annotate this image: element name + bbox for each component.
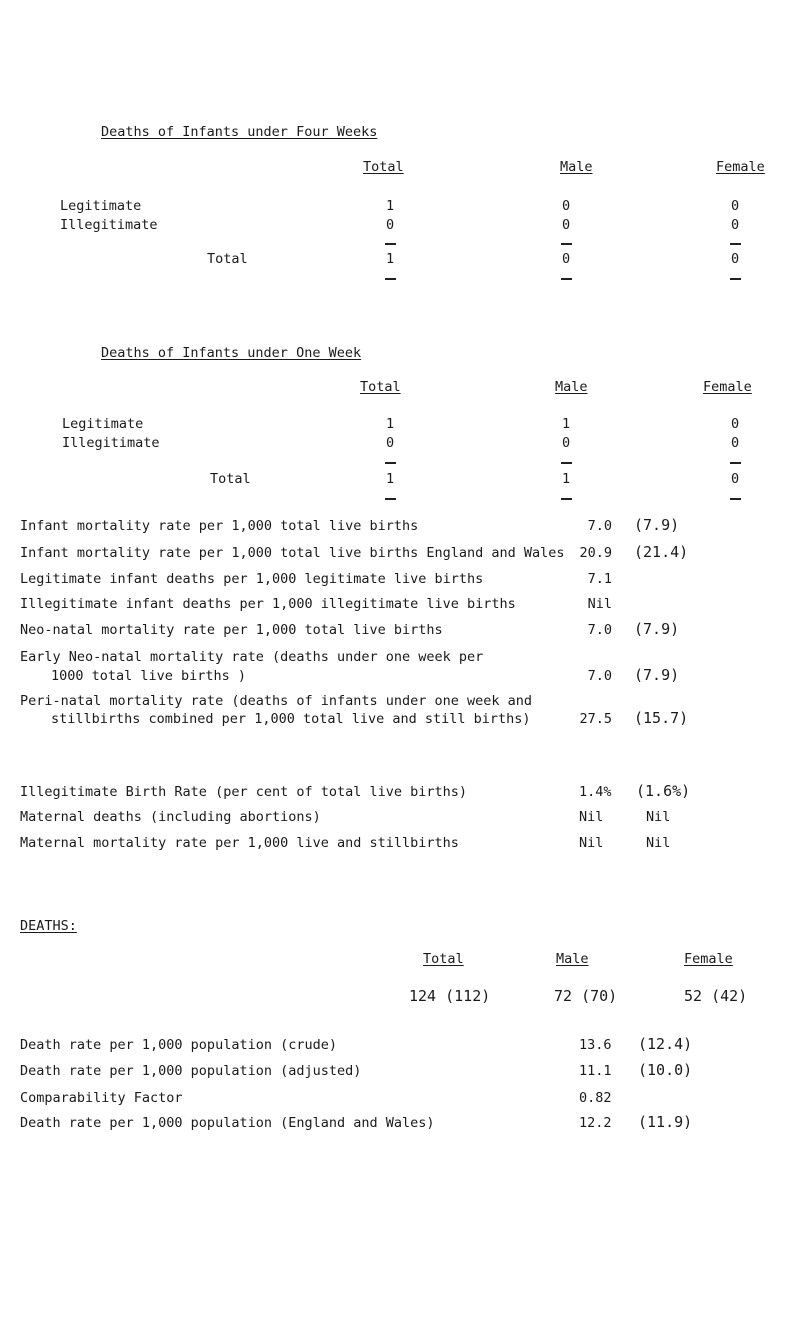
rate-label: Neo-natal mortality rate per 1,000 total live births: [20, 622, 443, 638]
four-weeks-header-total: Total: [363, 159, 404, 175]
rate-value: Nil: [587, 596, 612, 612]
one-week-cell: 1: [386, 416, 395, 432]
one-week-header-male: Male: [555, 379, 588, 395]
other-rate-comparison: Nil: [646, 809, 671, 825]
deaths-header-total: Total: [423, 951, 464, 967]
death-rate-value: 11.1: [579, 1063, 612, 1079]
four-weeks-row-label: Illegitimate: [60, 217, 158, 233]
death-rate-label: Death rate per 1,000 population (crude): [20, 1037, 337, 1053]
one-week-header-total: Total: [360, 379, 401, 395]
other-rate-comparison: (1.6%): [636, 782, 691, 800]
rate-value: 7.1: [587, 571, 612, 587]
one-week-total-label: Total: [210, 471, 251, 487]
death-rate-value: 0.82: [579, 1090, 612, 1106]
one-week-cell: 0: [386, 435, 395, 451]
one-week-cell: 0: [731, 435, 740, 451]
four-weeks-header-female: Female: [716, 159, 765, 175]
death-rate-comparison: (10.0): [638, 1061, 693, 1079]
rate-value: 7.0: [587, 518, 612, 534]
rate-label: Infant mortality rate per 1,000 total live births: [20, 518, 419, 534]
sum-rule: [561, 462, 572, 464]
one-week-header-female: Female: [703, 379, 752, 395]
one-week-row-label: Legitimate: [62, 416, 144, 432]
rate-comparison: (21.4): [634, 543, 689, 561]
one-week-cell: 1: [562, 416, 571, 432]
other-rate-comparison: Nil: [646, 835, 671, 851]
four-weeks-row-label: Legitimate: [60, 198, 142, 214]
total-rule: [561, 278, 572, 280]
rate-value: 7.0: [587, 622, 612, 638]
rate-label: Legitimate infant deaths per 1,000 legitimate live births: [20, 571, 484, 587]
death-rate-comparison: (11.9): [638, 1113, 693, 1131]
rate-label: Early Neo-natal mortality rate (deaths under one week per: [20, 649, 484, 665]
rate-comparison: (15.7): [634, 709, 689, 727]
four-weeks-cell: 0: [386, 217, 395, 233]
other-rate-value: Nil: [579, 835, 604, 851]
four-weeks-total-cell: 0: [731, 251, 740, 267]
total-rule: [730, 278, 741, 280]
one-week-cell: 0: [562, 435, 571, 451]
death-rate-label: Death rate per 1,000 population (adjusted): [20, 1063, 362, 1079]
one-week-title: Deaths of Infants under One Week: [101, 345, 362, 361]
rate-value: 7.0: [587, 668, 612, 684]
total-rule: [730, 498, 741, 500]
death-rate-value: 13.6: [579, 1037, 612, 1053]
four-weeks-total-cell: 1: [386, 251, 395, 267]
rate-comparison: (7.9): [634, 666, 680, 684]
sum-rule: [385, 243, 396, 245]
sum-rule: [385, 462, 396, 464]
sum-rule: [730, 243, 741, 245]
deaths-female: 52 (42): [684, 987, 748, 1005]
rate-label-continued: stillbirths combined per 1,000 total live and still births): [51, 711, 531, 727]
other-rate-label: Illegitimate Birth Rate (per cent of total live births): [20, 784, 468, 800]
other-rate-value: Nil: [579, 809, 604, 825]
sum-rule: [730, 462, 741, 464]
four-weeks-cell: 1: [386, 198, 395, 214]
death-rate-comparison: (12.4): [638, 1035, 693, 1053]
rate-label: Infant mortality rate per 1,000 total live births England and Wales: [20, 545, 565, 561]
other-rate-label: Maternal deaths (including abortions): [20, 809, 321, 825]
four-weeks-total-cell: 0: [562, 251, 571, 267]
four-weeks-title: Deaths of Infants under Four Weeks: [101, 124, 378, 140]
one-week-total-cell: 1: [562, 471, 571, 487]
rate-label-continued: 1000 total live births ): [51, 668, 247, 684]
death-rate-label: Death rate per 1,000 population (England and Wales): [20, 1115, 435, 1131]
total-rule: [561, 498, 572, 500]
one-week-total-cell: 1: [386, 471, 395, 487]
four-weeks-total-label: Total: [207, 251, 248, 267]
deaths-total: 124 (112): [409, 987, 491, 1005]
rate-value: 20.9: [579, 545, 612, 561]
rate-comparison: (7.9): [634, 620, 680, 638]
one-week-cell: 0: [731, 416, 740, 432]
four-weeks-cell: 0: [562, 198, 571, 214]
four-weeks-cell: 0: [731, 198, 740, 214]
deaths-title: DEATHS:: [20, 918, 77, 934]
four-weeks-cell: 0: [562, 217, 571, 233]
one-week-total-cell: 0: [731, 471, 740, 487]
deaths-header-male: Male: [556, 951, 589, 967]
death-rate-value: 12.2: [579, 1115, 612, 1131]
total-rule: [385, 278, 396, 280]
rate-comparison: (7.9): [634, 516, 680, 534]
deaths-header-female: Female: [684, 951, 733, 967]
rate-value: 27.5: [579, 711, 612, 727]
death-rate-label: Comparability Factor: [20, 1090, 183, 1106]
deaths-male: 72 (70): [554, 987, 618, 1005]
four-weeks-cell: 0: [731, 217, 740, 233]
sum-rule: [561, 243, 572, 245]
one-week-row-label: Illegitimate: [62, 435, 160, 451]
rate-label: Peri-natal mortality rate (deaths of infants under one week and: [20, 693, 533, 709]
other-rate-label: Maternal mortality rate per 1,000 live and stillbirths: [20, 835, 459, 851]
total-rule: [385, 498, 396, 500]
other-rate-value: 1.4%: [579, 784, 612, 800]
rate-label: Illegitimate infant deaths per 1,000 illegitimate live births: [20, 596, 516, 612]
four-weeks-header-male: Male: [560, 159, 593, 175]
